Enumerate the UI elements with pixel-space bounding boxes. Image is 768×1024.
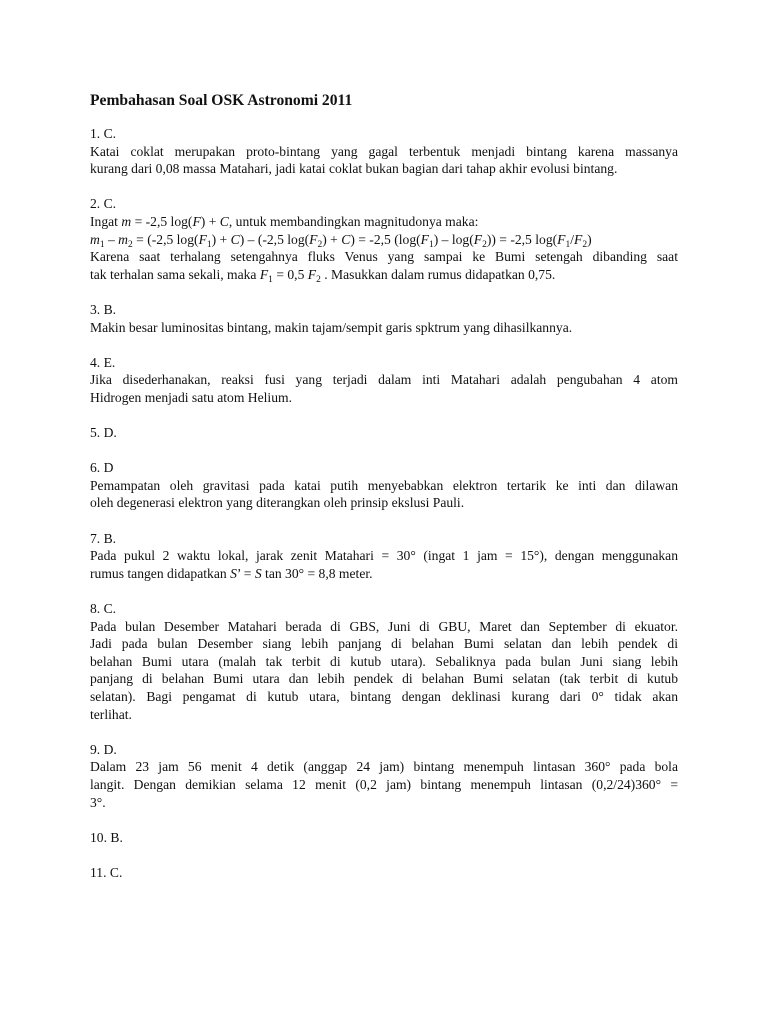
answer-head: 8. C.	[90, 601, 117, 617]
formula-line-ingat: Ingat m = -2,5 log(F) + C, untuk membandingkan magnitudonya maka:	[90, 213, 479, 229]
answer-8	[90, 600, 678, 723]
answer-line: Pada bulan Desember Matahari berada di GBS, Juni di GBU, Maret dan September di ekuator.	[90, 618, 678, 634]
answer-head: 6. D	[90, 460, 114, 476]
answer-head: 9. D.	[90, 741, 117, 757]
answer-head: 5. D.	[90, 425, 117, 441]
answer-line: Jadi pada bulan Desember siang lebih panjang di belahan Bumi selatan dan lebih pendek di	[90, 636, 678, 652]
answer-head: 1. C.	[90, 126, 117, 141]
answer-line: 3°.	[90, 794, 106, 810]
answer-1	[90, 125, 678, 178]
answer-body	[90, 213, 678, 283]
answer-5	[90, 424, 678, 442]
answer-body	[90, 758, 678, 811]
answer-line: Karena saat terhalang setengahnya fluks Venus yang sampai ke Bumi setengah dibanding saat	[90, 249, 678, 265]
answer-head: 10. B.	[90, 829, 123, 845]
answer-head: 7. B.	[90, 530, 117, 546]
answer-line: Dalam 23 jam 56 menit 4 detik (anggap 24 jam) bintang menempuh lintasan 360° pada bola	[90, 759, 678, 775]
document-title: Pembahasan Soal OSK Astronomi 2011	[90, 92, 353, 109]
answer-line: Pada pukul 2 waktu lokal, jarak zenit Matahari = 30° (ingat 1 jam = 15°), dengan menggunakan	[90, 548, 678, 564]
document-page	[90, 91, 678, 899]
answer-line: Katai coklat merupakan proto-bintang yang gagal terbentuk menjadi bintang karena massanya	[90, 143, 678, 159]
answer-head: 2. C.	[90, 196, 117, 212]
answer-3	[90, 301, 678, 336]
answer-4	[90, 354, 678, 407]
answer-line: Hidrogen menjadi satu atom Helium.	[90, 389, 292, 405]
answer-9	[90, 741, 678, 811]
answer-line: belahan Bumi utara (malah tak terbit di kutub utara). Sebaliknya pada bulan Juni siang lebih	[90, 653, 678, 669]
formula-line-magnitude: $m_1 - m_2 = (-2,5$ $\log(F_1) + C) - (-2,5$ $\log(F_2) + C) = -2,5$ $(\log(F_1) - \log(F_2)) = -2,5$ $\log(F_1/F_2)$	[90, 231, 592, 250]
answer-head: 4. E.	[90, 354, 116, 370]
answer-line: terlihat.	[90, 706, 132, 722]
answer-head: 11. C.	[90, 864, 123, 880]
answer-line: langit. Dengan demikian selama 12 menit (0,2 jam) bintang menempuh lintasan (0,2/24)360° =	[90, 776, 678, 792]
answer-body	[90, 371, 678, 406]
answer-line: panjang di belahan Bumi utara dan lebih pendek di belahan Bumi selatan (tak terbit di kutub	[90, 671, 678, 687]
answer-line: Makin besar luminositas bintang, makin tajam/sempit garis spktrum yang dihasilkannya.	[90, 319, 573, 335]
answer-body	[90, 477, 678, 512]
answer-line: Pemampatan oleh gravitasi pada katai putih menyebabkan elektron tertarik ke inti dan dilawan	[90, 477, 678, 493]
answer-body	[90, 319, 678, 337]
answer-11	[90, 864, 678, 882]
answer-6	[90, 459, 678, 512]
answer-2	[90, 195, 678, 283]
answer-head: 3. B.	[90, 301, 117, 317]
formula-line-tangent: rumus tangen didapatkan S’ = S tan 30° = 8,8 meter.	[90, 565, 373, 581]
answer-line: oleh degenerasi elektron yang diterangkan oleh prinsip ekslusi Pauli.	[90, 495, 465, 511]
answer-line: kurang dari 0,08 massa Matahari, jadi katai coklat bukan bagian dari tahap akhir evolusi bintang.	[90, 161, 618, 177]
answer-body	[90, 618, 678, 724]
answer-body	[90, 143, 678, 178]
answer-line: selatan). Bagi pengamat di kutub utara, bintang dengan deklinasi kurang dari 0° tidak akan	[90, 689, 678, 704]
answer-line: Jika disederhanakan, reaksi fusi yang terjadi dalam inti Matahari adalah pengubahan 4 atom	[90, 372, 678, 388]
answer-body	[90, 547, 678, 582]
answer-7	[90, 530, 678, 583]
formula-line-flux: tak terhalan sama sekali, maka $F_1 = 0,5$ $F_2$ . Masukkan dalam rumus didapatkan 0,75.	[90, 266, 556, 285]
answer-10	[90, 829, 678, 847]
